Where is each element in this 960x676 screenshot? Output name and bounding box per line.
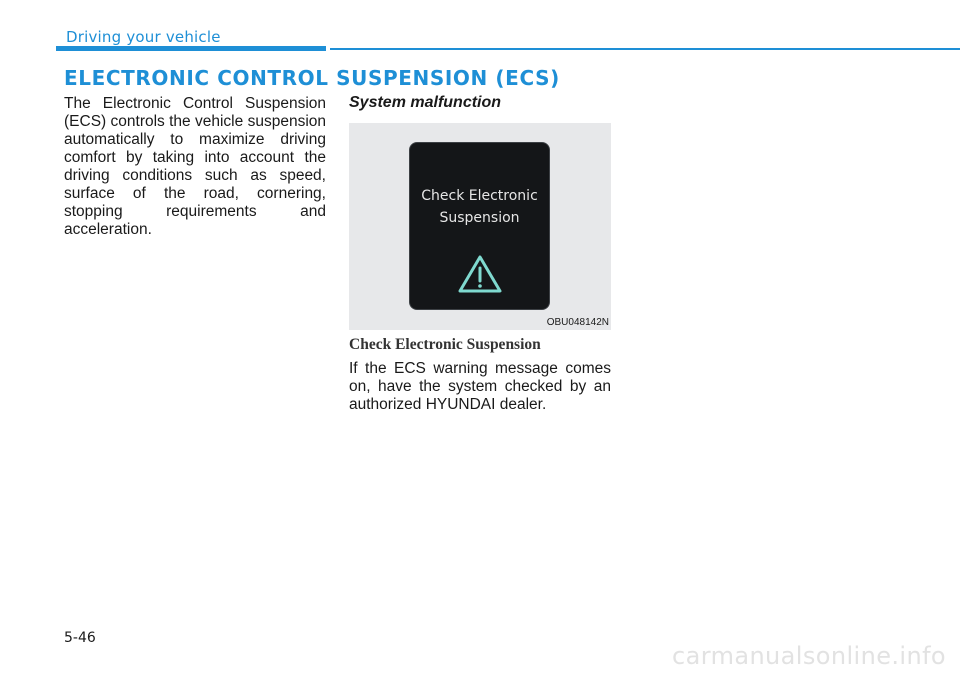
cluster-display xyxy=(410,143,549,309)
header-bar-thin xyxy=(330,48,960,50)
cluster-message-text: Check Electronic Suspension xyxy=(421,188,538,226)
section-header: Driving your vehicle xyxy=(66,28,221,46)
message-body: If the ECS warning message comes on, have the system checked by an authorized HYUNDAI dealer. xyxy=(349,360,611,413)
figure-code: OBU048142N xyxy=(546,317,609,328)
header-bar-thick xyxy=(56,46,326,51)
watermark: carmanualsonline.info xyxy=(672,642,946,670)
page-title: ELECTRONIC CONTROL SUSPENSION (ECS) xyxy=(64,66,560,90)
intro-paragraph: The Electronic Control Suspension (ECS) controls the vehicle suspension automatically to maximize driving comfort by taking into account the driving conditions such as speed, surface of the road, cornering, stopping requirements and acceleration. xyxy=(64,95,326,238)
subheading-system-malfunction: System malfunction xyxy=(349,94,502,111)
message-title: Check Electronic Suspension xyxy=(349,336,541,353)
warning-triangle-icon xyxy=(457,253,503,295)
page-number: 5-46 xyxy=(64,630,96,646)
figure-warning-display xyxy=(349,123,611,330)
